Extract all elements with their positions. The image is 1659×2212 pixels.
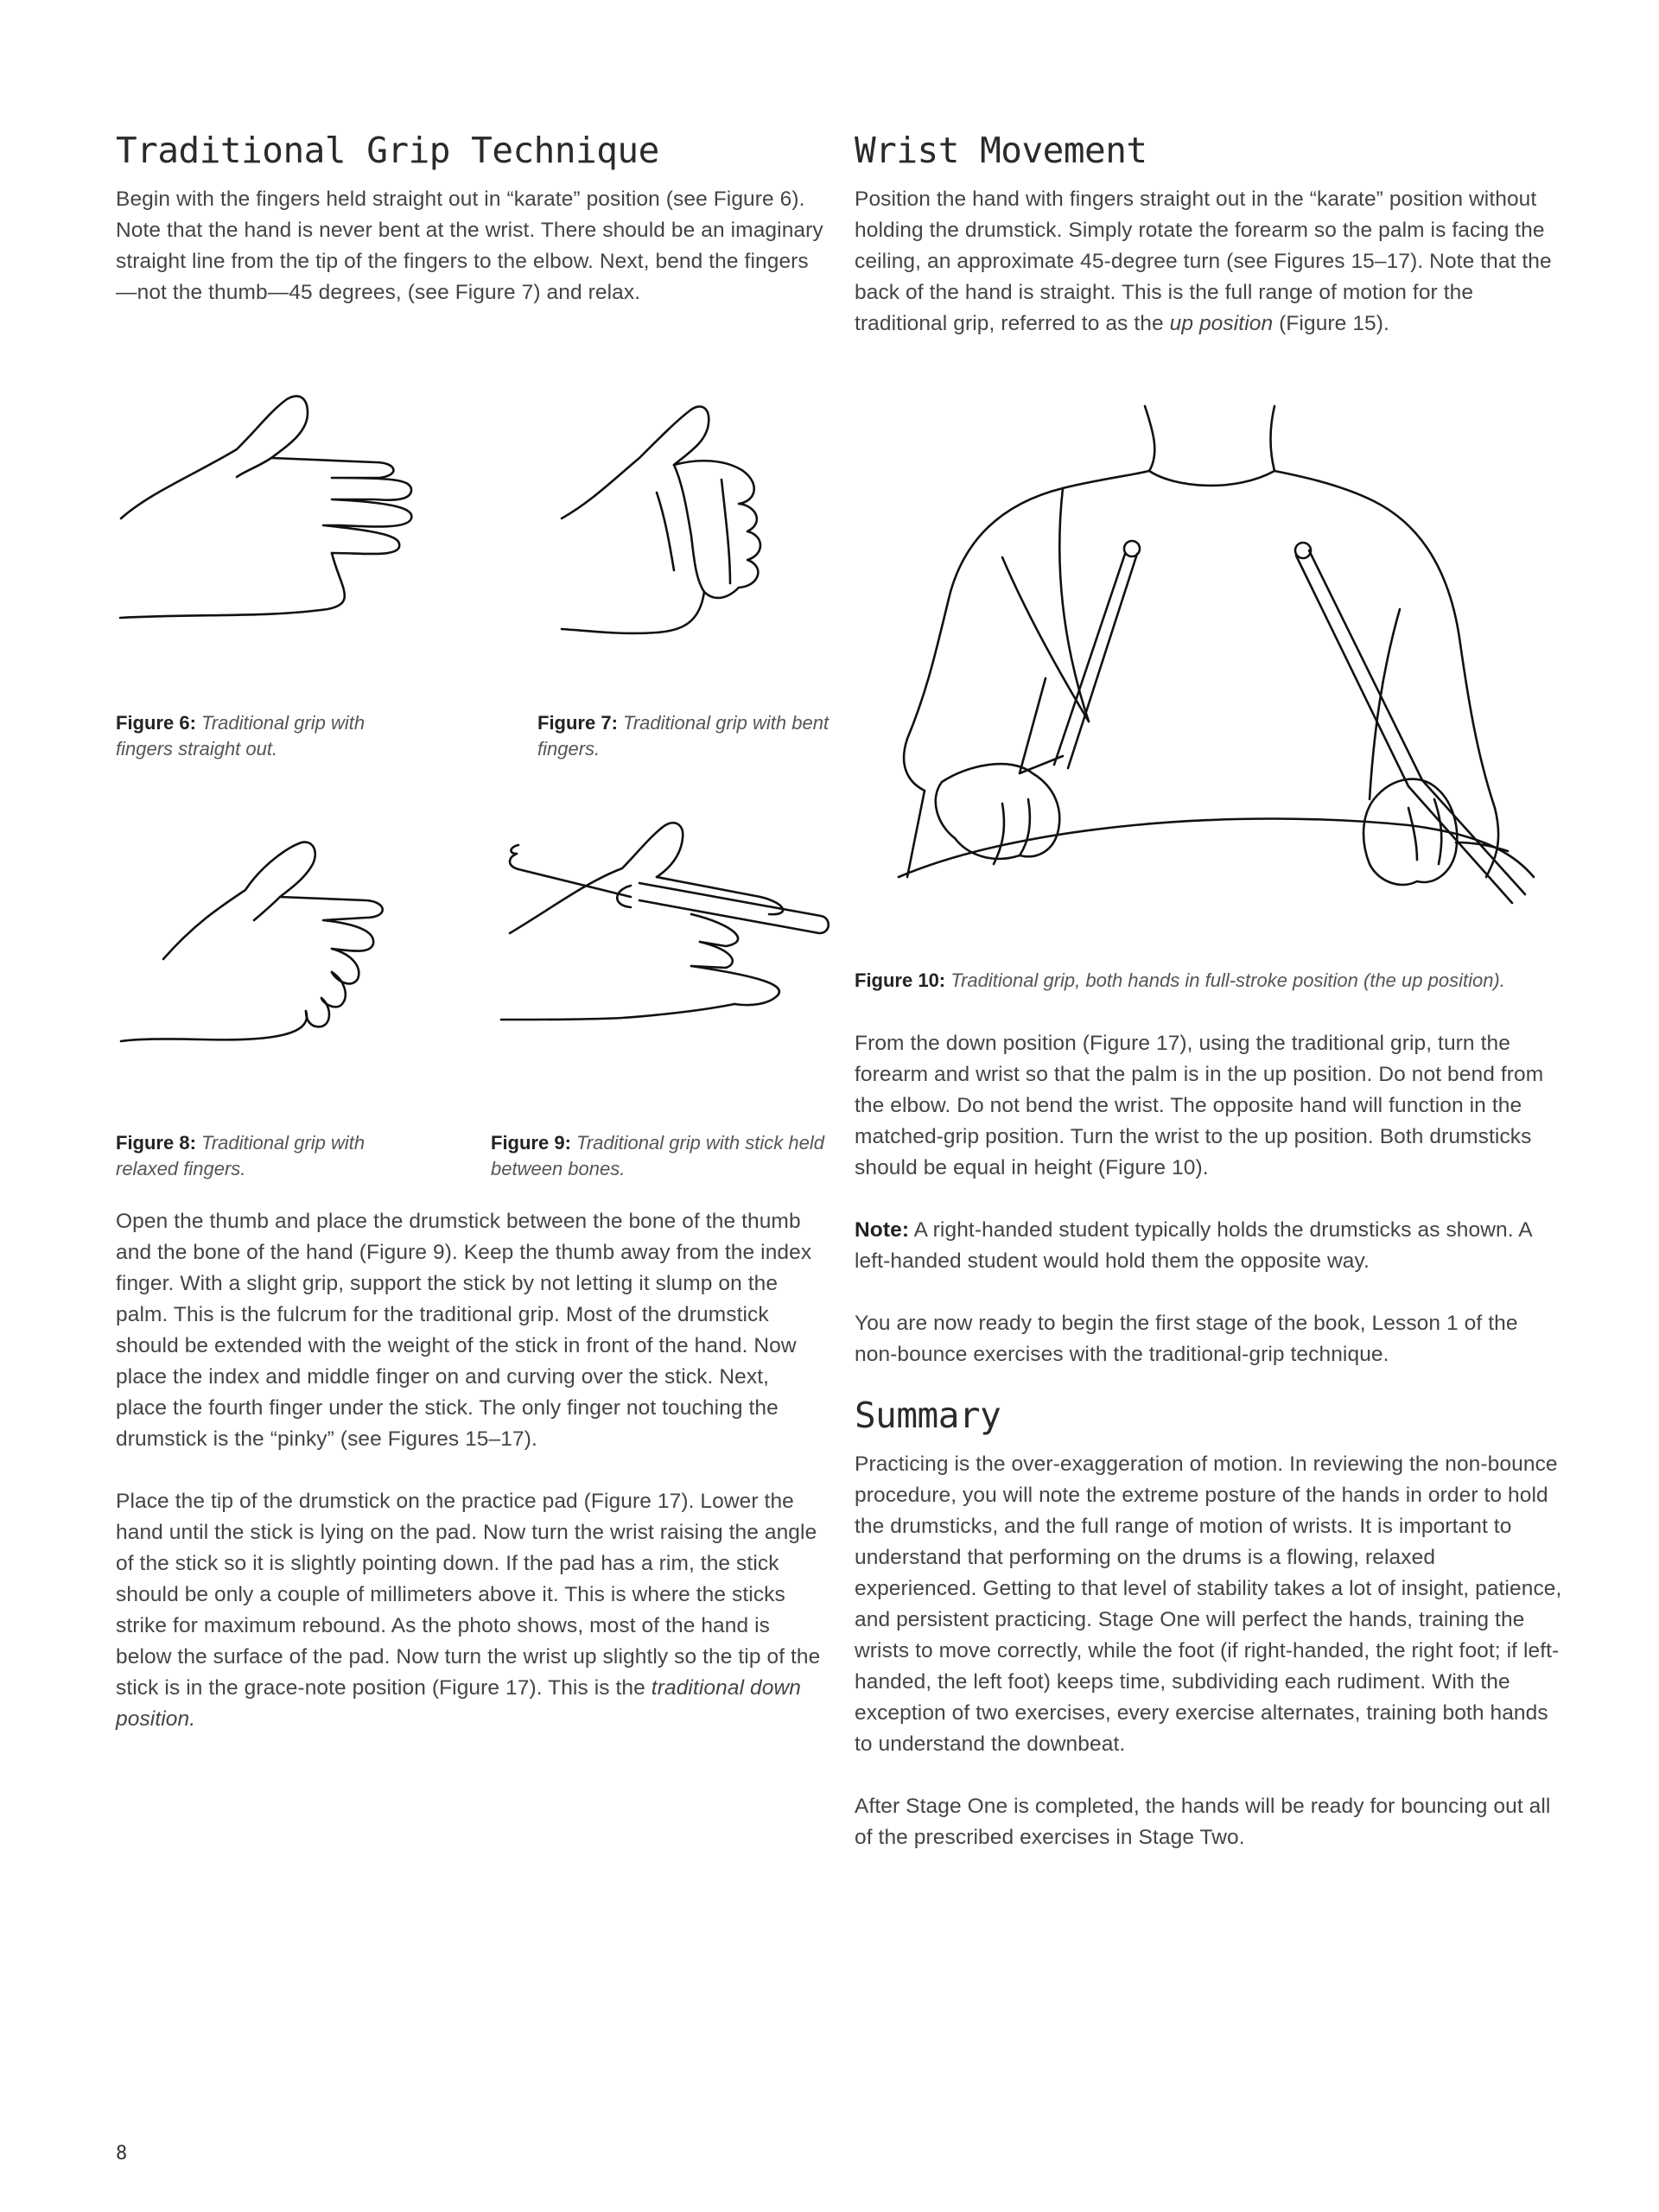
figure-9-label: Figure 9:	[491, 1132, 571, 1154]
right-lower-column	[855, 1028, 1563, 1853]
down-position-text: Place the tip of the drumstick on the practice pad (Figure 17). Lower the hand until the stick is lying on the pad. Now turn the wrist raising the angle of the stick so it is slightly pointing down. If the pad has a rim, the stick should be only a couple of millimeters above it. This is where the sticks strike for maximum rebound. As the photo shows, most of the hand is below the surface of the pad. Now turn the wrist up slightly so the tip of the stick is in the grace-note position (Figure 17). This is the	[116, 1490, 821, 1700]
down-position-paragraph	[116, 1486, 824, 1735]
section-heading-traditional-grip: Traditional Grip Technique	[116, 130, 659, 171]
figure-7-illustration	[553, 397, 804, 657]
figure-10-label: Figure 10:	[855, 969, 946, 991]
page-number: 8	[116, 2143, 128, 2164]
figure-9-text: Traditional grip with stick held between bones.	[491, 1132, 824, 1179]
section-heading-wrist-movement: Wrist Movement	[855, 130, 1147, 171]
figure-8-illustration	[116, 804, 444, 1063]
figure-10-text: Traditional grip, both hands in full-stroke position (the up position).	[950, 969, 1505, 991]
summary-paragraph-1: Practicing is the over-exaggeration of motion. In reviewing the non-bounce procedure, you will note the extreme posture of the hands in order to hold the drumsticks, and the full range of motion of wrists. It is important to understand that performing on the drums is a flowing, relaxed experienced. Getting to that level of stability takes a lot of insight, patience, and persistent practicing. Stage One will perfect the hands, training the wrists to move correctly, while the foot (if right-handed, the right foot; if left-handed, the left foot) keeps time, subdividing each rudiment. With the exception of two exercises, every exercise alternates, training both hands to understand the downbeat.	[855, 1452, 1562, 1757]
wrist-intro-end: (Figure 15).	[1273, 312, 1389, 336]
wrist-movement-intro	[855, 184, 1563, 340]
figure-10-caption	[855, 968, 1572, 994]
figure-8-caption	[116, 1130, 410, 1182]
wrist-intro-text: Position the hand with fingers straight out in the “karate” position without holding the drumstick. Simply rotate the forearm so the palm is facing the ceiling, an approximate 45-degree turn (see Figures 15–17). Note that the back of the hand is straight. This is the full range of motion for the traditional grip, referred to as the	[855, 188, 1552, 336]
up-position-paragraph: From the down position (Figure 17), using the traditional grip, turn the forearm and wrist so that the palm is in the up position. Do not bend from the elbow. Do not bend the wrist. The opposite hand will function in the matched-grip position. Turn the wrist to the up position. Both drumsticks should be equal in height (Figure 10).	[855, 1032, 1544, 1179]
left-lower-column	[116, 1206, 824, 1735]
section-heading-summary: Summary	[855, 1395, 1001, 1436]
figure-8-text: Traditional grip with relaxed fingers.	[116, 1132, 365, 1179]
note-label: Note:	[855, 1218, 910, 1242]
left-column	[116, 130, 824, 308]
figure-7-text: Traditional grip with bent fingers.	[537, 712, 830, 760]
figure-6-text: Traditional grip with fingers straight out.	[116, 712, 365, 760]
traditional-grip-intro: Begin with the fingers held straight out in “karate” position (see Figure 6). Note that the hand is never bent at the wrist. There should be an imaginary straight line from the tip of the fingers to the elbow. Next, bend the fingers—not the thumb—45 degrees, (see Figure 7) and relax.	[116, 188, 823, 305]
figure-10-illustration	[890, 393, 1564, 946]
traditional-down-position-term: traditional down position.	[116, 1676, 802, 1731]
figure-8-label: Figure 8:	[116, 1132, 196, 1154]
ready-paragraph: You are now ready to begin the first stage of the book, Lesson 1 of the non-bounce exercises with the traditional-grip technique.	[855, 1312, 1518, 1366]
figure-6-label: Figure 6:	[116, 712, 196, 734]
note-paragraph	[855, 1215, 1563, 1277]
figure-7-caption	[537, 710, 831, 762]
stick-placement-paragraph: Open the thumb and place the drumstick between the bone of the thumb and the bone of the hand (Figure 9). Keep the thumb away from the index finger. With a slight grip, support the stick by not letting it slump on the palm. This is the fulcrum for the traditional grip. Most of the drumstick should be extended with the weight of the stick in front of the hand. Now place the index and middle finger on and curving over the stick. Next, place the fourth finger under the stick. The only finger not touching the drumstick is the “pinky” (see Figures 15–17).	[116, 1210, 812, 1451]
up-position-term: up position	[1169, 312, 1274, 336]
figure-6-illustration	[116, 380, 505, 639]
right-column	[855, 130, 1563, 340]
figure-6-caption	[116, 710, 427, 762]
note-text: A right-handed student typically holds the drumsticks as shown. A left-handed student would hold them the opposite way.	[855, 1218, 1532, 1273]
figure-9-caption	[491, 1130, 828, 1182]
summary-paragraph-2: After Stage One is completed, the hands will be ready for bouncing out all of the prescribed exercises in Stage Two.	[855, 1795, 1551, 1850]
figure-7-label: Figure 7:	[537, 712, 618, 734]
figure-9-illustration	[493, 804, 855, 1063]
